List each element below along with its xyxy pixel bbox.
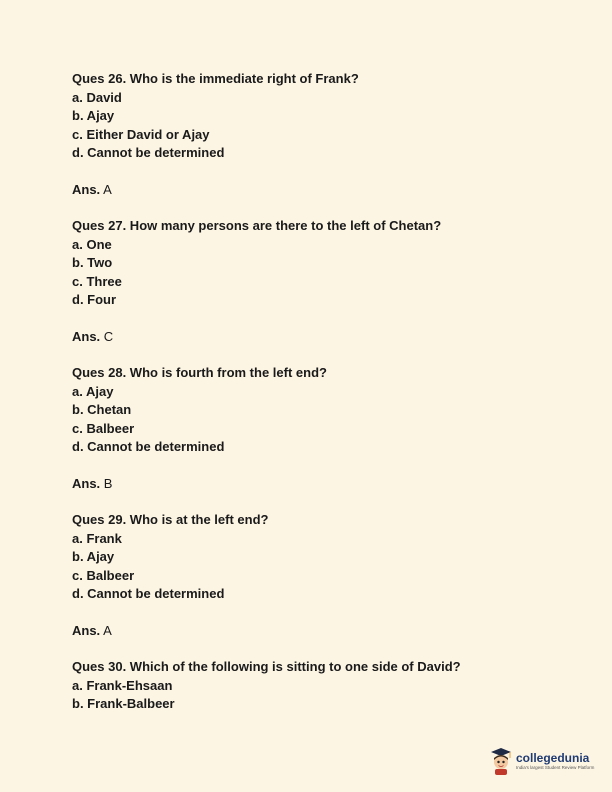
question-title: Ques 28. Who is fourth from the left end?: [72, 365, 327, 380]
option-b: b. Chetan: [72, 402, 132, 417]
answer-value: B: [100, 475, 113, 491]
answer-29: [72, 622, 552, 641]
question-26: [72, 70, 552, 163]
answer-label: Ans.: [72, 328, 101, 344]
option-b: b. Frank-Balbeer: [72, 696, 175, 711]
option-a: a. Frank-Ehsaan: [72, 677, 173, 693]
question-title: Ques 29. Who is at the left end?: [72, 512, 269, 527]
option-b: b. Ajay: [72, 108, 115, 123]
answer-value: C: [100, 328, 114, 344]
logo-tagline: India's largest Student Review Platform: [516, 764, 595, 770]
answer-26: [72, 181, 552, 200]
question-title: Ques 30. Which of the following is sitting to one side of David?: [72, 659, 461, 674]
question-list: [72, 70, 552, 732]
collegedunia-logo: [490, 744, 600, 778]
option-c: c. Three: [72, 273, 122, 289]
option-a: a. Ajay: [72, 383, 114, 399]
answer-label: Ans.: [72, 622, 101, 638]
answer-28: [72, 475, 552, 494]
question-30: [72, 658, 552, 714]
question-29: [72, 511, 552, 604]
student-mascot-icon: [490, 747, 512, 775]
question-title: Ques 27. How many persons are there to the left of Chetan?: [72, 218, 442, 233]
option-b: b. Two: [72, 255, 113, 270]
option-d: d. Cannot be determined: [72, 586, 225, 601]
option-a: a. David: [72, 89, 122, 105]
option-d: d. Cannot be determined: [72, 439, 225, 454]
answer-label: Ans.: [72, 181, 101, 197]
question-title: Ques 26. Who is the immediate right of Frank?: [72, 71, 359, 86]
question-28: [72, 364, 552, 457]
question-27: [72, 217, 552, 310]
option-a: a. Frank: [72, 530, 122, 546]
answer-label: Ans.: [72, 475, 101, 491]
option-b: b. Ajay: [72, 549, 115, 564]
answer-27: [72, 328, 552, 347]
answer-value: A: [100, 181, 112, 197]
option-c: c. Either David or Ajay: [72, 126, 210, 142]
option-d: d. Cannot be determined: [72, 145, 225, 160]
option-c: c. Balbeer: [72, 567, 135, 583]
option-c: c. Balbeer: [72, 420, 135, 436]
option-a: a. One: [72, 236, 112, 252]
answer-value: A: [100, 622, 112, 638]
option-d: d. Four: [72, 292, 117, 307]
logo-name: collegedunia: [516, 750, 590, 765]
